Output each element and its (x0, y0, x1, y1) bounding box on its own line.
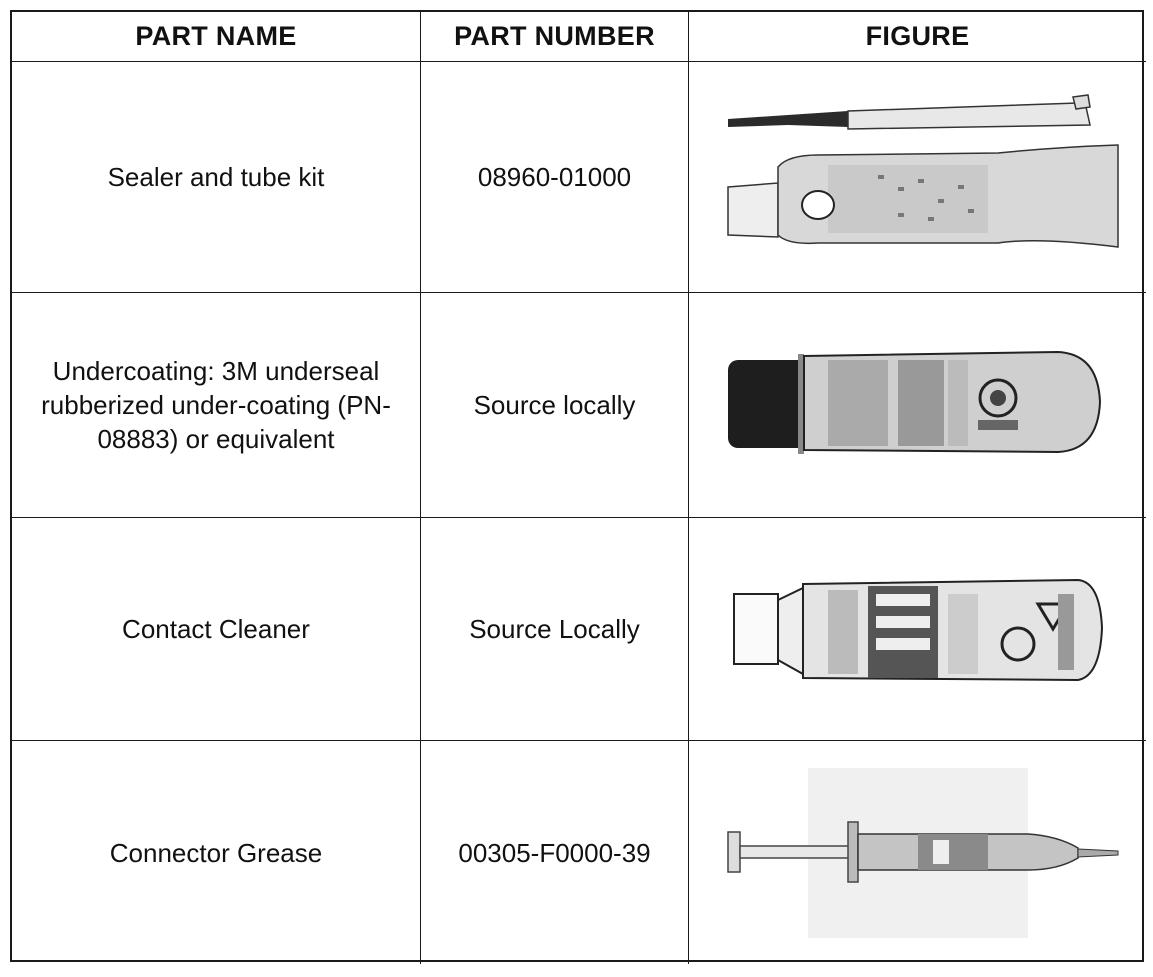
header-figure: FIGURE (689, 12, 1146, 62)
row-1-part-name: Sealer and tube kit (12, 62, 421, 293)
sealer-tube-kit-image (689, 62, 1146, 293)
undercoating-can-image (689, 293, 1146, 518)
header-part-number: PART NUMBER (421, 12, 689, 62)
row-3-part-name: Contact Cleaner (12, 518, 421, 741)
row-1-part-number: 08960-01000 (421, 62, 689, 293)
row-2-part-number: Source locally (421, 293, 689, 518)
row-2-part-name: Undercoating: 3M underseal rubberized under-coating (PN-08883) or equivalent (12, 293, 421, 518)
contact-cleaner-can-image (689, 518, 1146, 741)
row-4-part-name: Connector Grease (12, 741, 421, 964)
parts-table (10, 10, 1144, 962)
row-4-part-number: 00305-F0000-39 (421, 741, 689, 964)
grease-syringe-image (689, 741, 1146, 964)
header-part-name: PART NAME (12, 12, 421, 62)
row-3-part-number: Source Locally (421, 518, 689, 741)
